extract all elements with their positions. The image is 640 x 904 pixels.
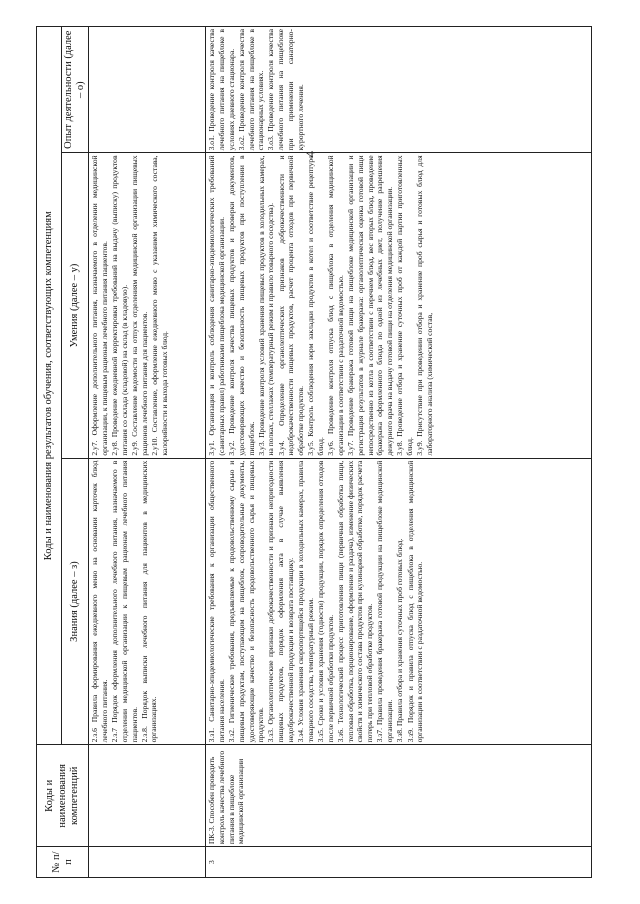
knowledge-item: 3.з3. Органолептические признаки доброкачественности и признаки непригодности пищевых продуктов, порядок оформления акта в случае выявления недоброкачественной продукции и возврата поставщику. (266, 460, 295, 743)
knowledge-item: 2.з.6 Правила формирования ежедневного меню на основании карточек блюд лечебного питания. (90, 460, 109, 743)
skill-item: 3.у8. Проведение отбора и хранение суточных проб от каждой партии приготовленных блюд. (395, 155, 414, 456)
skill-item: 3.у7. Проведение бракеража готовой пищи на пищеблоке медицинской организации и регистрация результатов в журнале бракеража: органолептическая оценка готовой пищи непосредственно из котла в соответствии с перечнем блюд, вес вторых блюд, проведение бракеража оформленного блюда по одной из лечебных диет, получение разрешения дежурного врача на выдачу готовой пищи на отделения медицинской организации. (346, 155, 395, 456)
experience-cell (89, 27, 206, 153)
header-competency-codes: Коды и наименования компетенций (37, 745, 89, 847)
knowledge-item: 3.з7. Правила проведения бракеража готовой продукции на пищеблоке медицинской организации. (375, 460, 395, 743)
rotated-landscape-page (36, 26, 592, 878)
skill-item: 2.у10. Составление, оформление ежедневного меню с указанием химического состава, калорийности и выхода готовых блюд. (149, 155, 169, 456)
experience-item: 3.о3. Проведение контроля качества лечебного питания на пищеблоке при применении санаторно-курортного лечения. (266, 29, 305, 151)
skill-item: 3.у2. Проведение контроля качества пищевых продуктов и проверки документов, удостоверяющих качество и безопасность пищевых продуктов при поступлении в пищеблок. (227, 155, 256, 456)
competency-cell (89, 745, 206, 847)
knowledge-cell (89, 458, 206, 745)
skill-item: 2.у7. Оформление дополнительного питания, назначаемого в отделении медицинской организации, к пищевым рационам лечебного питания пациентов. (90, 155, 109, 456)
skill-item: 2.у9. Составление ведомости на отпуск отделениям медицинской организации пищевых рационов лечебного питания для пациентов. (130, 155, 149, 456)
header-experience: Опыт деятельности (далее – о) (62, 27, 89, 153)
competency-cell: ПК-3. Способен проводить контроль качества лечебного питания в пищеблоке медицинской организации (206, 745, 592, 847)
skills-cell (206, 150, 592, 458)
header-number: № п/п (37, 847, 89, 878)
skill-item: 3.у6. Проведение контроля отпуска блюд с пищеблока в отделения медицинской организации в соответствии с раздаточной ведомостью. (326, 155, 345, 456)
header-knowledge: Знания (далее – з) (62, 458, 89, 745)
knowledge-item: 3.з1. Санитарно-эпидемиологические требования к организации общественного питания населения. (207, 460, 226, 743)
skills-cell (89, 153, 206, 458)
skill-item: 3.у1. Организация и контроль соблюдения санитарно-эпидемиологических требований (санитарных правил) работниками пищеблока медицинской организации. (207, 155, 226, 456)
skill-item: 3.у4. Определение органолептических признаков доброкачественности и недоброкачественности пищевых продуктов, расчет процента отходов при первичной обработке продуктов. (276, 155, 306, 456)
knowledge-item: 3.з9. Порядок и правила отпуска блюд с пищеблока в отделения медицинской организации в соответствии с раздаточной ведомостью. (405, 460, 425, 743)
row-number: 3 (206, 847, 592, 878)
knowledge-item: 3.з4. Условия хранения скоропортящейся продукции в холодильных камерах, правила товарного соседства, температурный режим. (296, 460, 315, 743)
knowledge-item: 3.з8. Правила отбора и хранения суточных проб готовых блюд. (395, 538, 405, 743)
knowledge-item: 2.з.7 Порядок оформления дополнительного лечебного питания, назначаемого в отделении медицинской организации к пищевым рационам лечебного питания пациентов. (110, 460, 139, 743)
competency-table (36, 26, 592, 878)
header-skills: Умения (далее – у) (62, 153, 89, 458)
experience-cell (206, 27, 592, 153)
knowledge-item: 3.з2. Гигиенические требования, предъявляемые к продовольственному сырью и пищевым продуктам, поступающим на пищеблок, сопроводительные документы, удостоверяющие качество и безопасность продовольственного сырья и пищевых продуктов. (227, 460, 266, 743)
experience-item: 3.о1. Проведение контроля качества лечебного питания на пищеблоке в условиях дневного стационара. (207, 29, 236, 151)
skill-item: 3.у9. Присутствие при проведении отбора и хранение проб сырья и готовых блюд для лабораторного анализа (химический состав, (415, 155, 434, 456)
knowledge-cell (206, 458, 592, 745)
skill-item: 3.у5. Контроль соблюдения норм закладки продуктов в котел и соответствие рецептуре блюд. (306, 155, 326, 456)
experience-item: 3.о2. Проведение контроля качества лечебного питания на пищеблоке в стационарных условиях. (236, 29, 266, 151)
skill-item: 2.у8. Проведение ежедневной корректировки требований на выдачу (выписку) продуктов питания со склада (кладовой) на склад (в кладовую). (110, 155, 129, 456)
table-row (89, 27, 206, 878)
knowledge-item: 3.з6. Технологический процесс приготовления пищи (первичная обработка пищи, тепловая обработка, порционирование, оформление и раздача), изменение физических свойств и химического состава продуктов при кулинарной обработке, порядок расчета потерь при тепловой обработке продуктов. (335, 460, 375, 743)
row-number (89, 847, 206, 878)
table-row (206, 27, 592, 878)
page-number: 4 (302, 150, 318, 158)
knowledge-item: 3.з5. Сроки и условия хранения (годности) продукции, порядок определения отходов после первичной обработки продуктов. (316, 460, 335, 743)
knowledge-item: 2.з.8. Порядок выписки лечебного питания для пациентов в медицинских организациях. (139, 460, 159, 743)
header-results-group: Коды и наименования результатов обучения, соответствующих компетенциям (37, 27, 62, 745)
skill-item: 3.у3. Проведение контроля условий хранения пищевых продуктов в холодильных камерах, на полках, стеллажах (температурный режим и правило товарного соседства). (256, 155, 276, 456)
